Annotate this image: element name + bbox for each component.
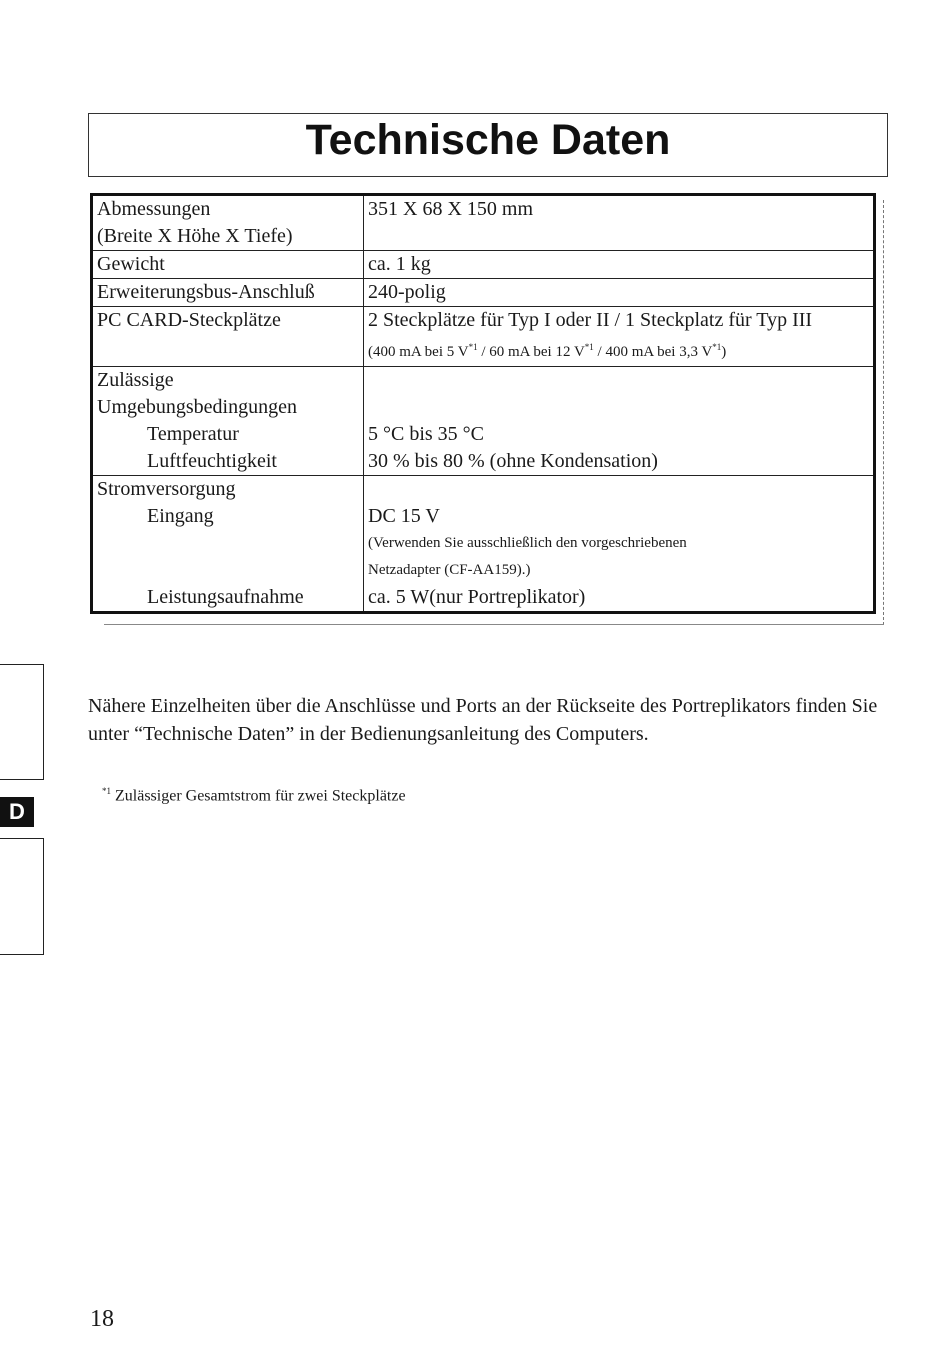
page-number: 18 bbox=[90, 1306, 114, 1332]
current-3v3: / 400 mA bei 3,3 V bbox=[593, 344, 713, 360]
thumb-index-line bbox=[0, 664, 44, 665]
row-value bbox=[364, 307, 875, 367]
thumb-index-line bbox=[43, 838, 44, 955]
row-value bbox=[364, 367, 875, 476]
table-row bbox=[92, 251, 875, 279]
value-pccard-slots: 2 Steckplätze für Typ I oder II / 1 Steckplatz für Typ III bbox=[368, 309, 813, 331]
value-humidity: 30 % bis 80 % (ohne Kondensation) bbox=[368, 450, 658, 472]
value-pccard-current bbox=[368, 334, 869, 366]
footnote-ref: *1 bbox=[468, 342, 478, 352]
spacer bbox=[97, 557, 359, 584]
table-row bbox=[92, 367, 875, 476]
row-label: Gewicht bbox=[92, 251, 364, 279]
frame-bottom-edge bbox=[104, 624, 884, 626]
title-box bbox=[88, 113, 888, 177]
label-input: Eingang bbox=[147, 505, 214, 527]
current-12v: / 60 mA bei 12 V bbox=[477, 344, 585, 360]
footnote-text: Zulässiger Gesamtstrom für zwei Steckplätze bbox=[111, 787, 406, 805]
frame-right-edge bbox=[883, 200, 885, 625]
thumb-index-line bbox=[43, 664, 44, 780]
label-humidity: Luftfeuchtigkeit bbox=[147, 450, 277, 472]
footnote-marker: *1 bbox=[102, 786, 111, 796]
row-label: PC CARD-Steckplätze bbox=[92, 307, 364, 367]
label-temperature: Temperatur bbox=[147, 423, 239, 445]
row-label bbox=[92, 367, 364, 476]
row-value bbox=[364, 476, 875, 613]
value-power-consumption: ca. 5 W(nur Portreplikator) bbox=[368, 586, 586, 608]
spacer bbox=[97, 530, 359, 557]
thumb-index-line bbox=[0, 954, 44, 955]
value-input: DC 15 V bbox=[368, 505, 440, 527]
label-power-supply: Stromversorgung bbox=[97, 478, 236, 500]
footnote bbox=[102, 781, 406, 806]
thumb-index-line bbox=[0, 838, 44, 839]
row-label bbox=[92, 195, 364, 251]
label-environment: Zulässige bbox=[97, 369, 174, 391]
row-label bbox=[92, 476, 364, 613]
label-power-consumption: Leistungsaufnahme bbox=[147, 586, 304, 608]
value-temperature: 5 °C bis 35 °C bbox=[368, 423, 485, 445]
label-dimensions: Abmessungen bbox=[97, 198, 211, 220]
row-value: 240-polig bbox=[364, 279, 875, 307]
table-row bbox=[92, 279, 875, 307]
value-dimensions: 351 X 68 X 150 mm bbox=[368, 198, 533, 220]
current-5v: (400 mA bei 5 V bbox=[368, 344, 469, 360]
spacer bbox=[368, 394, 869, 421]
value-adapter-note: (Verwenden Sie ausschließlich den vorgeschriebenen bbox=[368, 535, 687, 551]
label-environment-2: Umgebungsbedingungen bbox=[97, 396, 297, 418]
row-value bbox=[364, 195, 875, 251]
closing-paren: ) bbox=[721, 344, 727, 360]
value-adapter-note-2: Netzadapter (CF-AA159).) bbox=[368, 562, 531, 578]
footnote-ref: *1 bbox=[712, 342, 722, 352]
table-row bbox=[92, 307, 875, 367]
label-dimensions-note: (Breite X Höhe X Tiefe) bbox=[97, 225, 293, 247]
spacer bbox=[368, 476, 869, 503]
spacer bbox=[368, 367, 869, 394]
body-paragraph: Nähere Einzelheiten über die Anschlüsse und Ports an der Rückseite des Portreplikators finden Sie unter “Technische Daten” in der Bedienungsanleitung des Computers. bbox=[88, 695, 878, 745]
footnote-ref: *1 bbox=[584, 342, 594, 352]
table-row bbox=[92, 476, 875, 613]
page-title: Technische Daten bbox=[305, 116, 671, 164]
thumb-tab-d: D bbox=[0, 797, 34, 827]
row-label: Erweiterungsbus-Anschluß bbox=[92, 279, 364, 307]
specs-table bbox=[90, 193, 876, 614]
table-row bbox=[92, 195, 875, 251]
row-value: ca. 1 kg bbox=[364, 251, 875, 279]
thumb-index-line bbox=[0, 779, 44, 780]
